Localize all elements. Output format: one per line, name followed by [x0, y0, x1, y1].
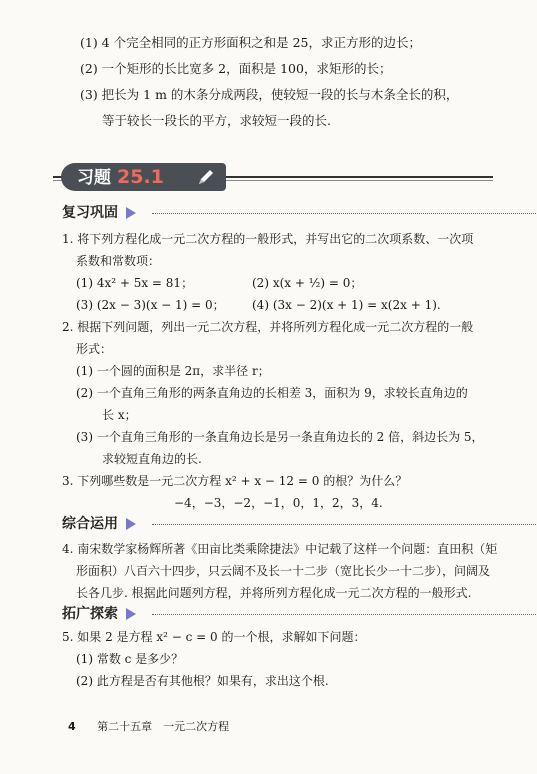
practice-item-2: (2) 一个矩形的长比宽多 2，面积是 100，求矩形的长； [80, 61, 392, 76]
arrow-icon [126, 608, 136, 620]
arrow-icon [126, 518, 136, 530]
question-1-row-1 [62, 272, 502, 294]
question-1-part-2: (2) x(x + ½) = 0； [252, 276, 363, 290]
question-3-candidates: −4，−3，−2，−1，0，1，2，3，4. [174, 496, 383, 510]
question-1-row-2 [62, 294, 502, 316]
question-5-part-1: (1) 常数 c 是多少？ [76, 652, 184, 666]
section-apply-title: 综合运用 [62, 516, 118, 532]
exercise-number: 25.1 [117, 166, 164, 188]
question-3 [62, 470, 502, 514]
question-2-text: 2. 根据下列问题，列出一元二次方程，并将所列方程化成一元二次方程的一般 [62, 320, 474, 334]
question-2-part-2: (2) 一个直角三角形的两条直角边的长相差 3，面积为 9，求较长直角边的 [76, 386, 468, 400]
exercise-header [53, 163, 493, 191]
dotted-rule [152, 213, 536, 214]
section-extend-title: 拓广探索 [62, 606, 118, 622]
chapter-title: 第二十五章 一元二次方程 [97, 720, 230, 733]
question-1-text-cont: 系数和常数项： [76, 254, 161, 268]
question-5-part-2: (2) 此方程是否有其他根？如果有，求出这个根. [76, 674, 329, 688]
section-apply-heading [62, 514, 136, 534]
practice-item-3: (3) 把长为 1 m 的木条分成两段，使较短一段的长与木条全长的积， [80, 87, 459, 102]
question-1-part-4: (4) (3x − 2)(x + 1) = x(2x + 1). [252, 298, 441, 312]
dotted-rule [152, 524, 536, 525]
question-3-text: 3. 下列哪些数是一元二次方程 x² + x − 12 = 0 的根？为什么？ [62, 474, 408, 488]
question-1-part-3: (3) (2x − 3)(x − 1) = 0； [76, 298, 225, 312]
practice-item-3-cont: 等于较长一段长的平方，求较短一段的长. [102, 113, 331, 128]
exercise-label: 习题 [77, 168, 111, 188]
arrow-icon [126, 207, 136, 219]
question-5-text: 5. 如果 2 是方程 x² − c = 0 的一个根，求解如下问题： [62, 630, 366, 644]
question-1-part-1: (1) 4x² + 5x = 81； [76, 276, 194, 290]
question-2-part-3-cont: 求较短直角边的长. [102, 452, 202, 466]
question-1 [62, 228, 502, 316]
question-2-part-2-cont: 长 x； [102, 408, 137, 422]
dotted-rule [152, 614, 536, 615]
pencil-icon [196, 167, 216, 187]
question-4-text: 4. 南宋数学家杨辉所著《田亩比类乘除捷法》中记载了这样一个问题：直田积（矩 [62, 542, 498, 556]
practice-item-1: (1) 4 个完全相同的正方形面积之和是 25，求正方形的边长； [80, 35, 421, 50]
exercise-tag [61, 163, 226, 191]
question-1-text: 1. 将下列方程化成一元二次方程的一般形式，并写出它的二次项系数、一次项 [62, 232, 474, 246]
question-4 [62, 538, 502, 604]
page-footer [68, 718, 229, 734]
section-review-title: 复习巩固 [62, 205, 118, 221]
question-2-part-1: (1) 一个圆的面积是 2π，求半径 r； [76, 364, 270, 378]
question-5 [62, 626, 502, 692]
practice-items [80, 30, 520, 134]
section-review-heading [62, 203, 136, 223]
section-extend-heading [62, 604, 136, 624]
question-4-text-cont-2: 长各几步. 根据此问题列方程，并将所列方程化成一元二次方程的一般形式. [76, 586, 472, 600]
question-2-text-cont: 形式： [76, 342, 113, 356]
question-4-text-cont-1: 形面积）八百六十四步，只云阔不及长一十二步（宽比长少一十二步），问阔及 [76, 564, 491, 578]
question-2 [62, 316, 502, 470]
page-number: 4 [68, 720, 76, 733]
question-2-part-3: (3) 一个直角三角形的一条直角边长是另一条直角边长的 2 倍，斜边长为 5， [76, 430, 484, 444]
